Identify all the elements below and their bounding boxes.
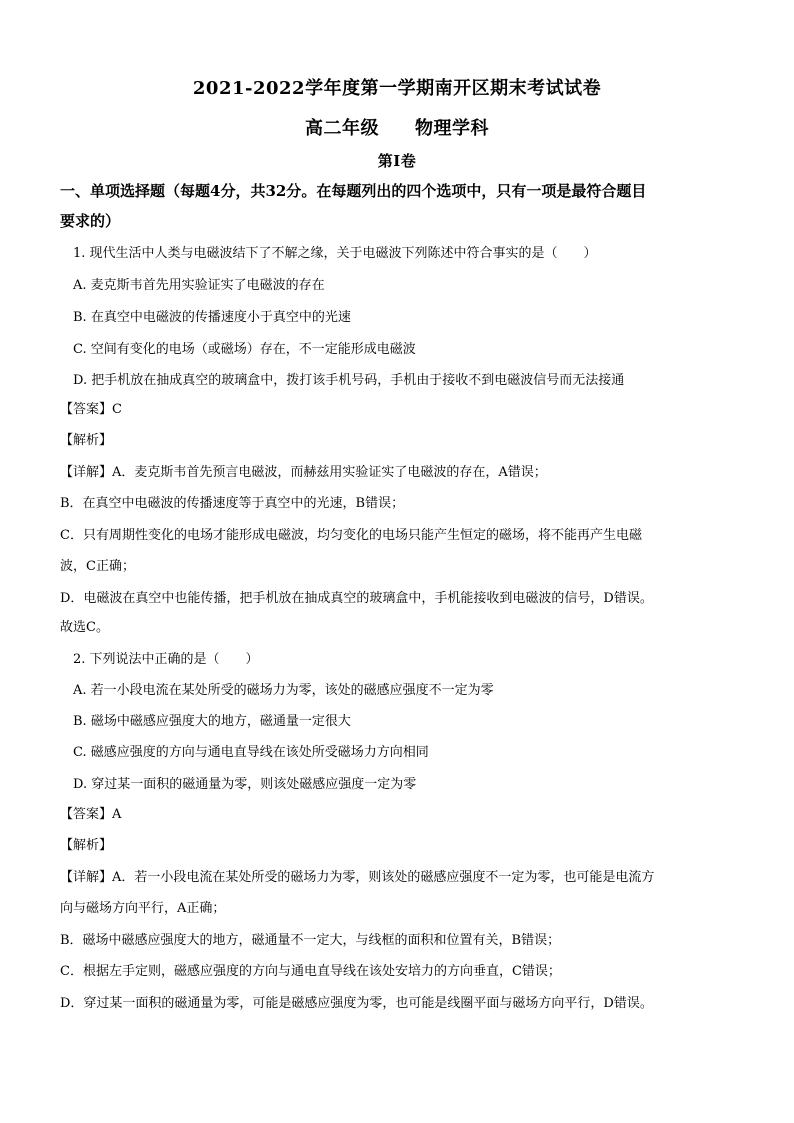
volume-label: 第I卷	[377, 152, 417, 170]
q1-detail-line: C．只有周期性变化的电场才能形成电磁波，均匀变化的电场只能产生恒定的磁场，将不能再产生电磁	[60, 528, 642, 543]
q2-detail-line: C．根据左手定则，磁感应强度的方向与通电直导线在该处安培力的方向垂直，C错误；	[60, 964, 561, 979]
q1-detail-line: D．电磁波在真空中也能传播，把手机放在抽成真空的玻璃盒中，手机能接收到电磁波的信号，D错误。	[60, 591, 653, 606]
q1-answer: 【答案】C	[60, 402, 122, 417]
q1-option-a: A. 麦克斯韦首先用实验证实了电磁波的存在	[73, 278, 325, 293]
q1-option-d: D. 把手机放在抽成真空的玻璃盒中，拨打该手机号码，手机由于接收不到电磁波信号而无法接通	[73, 373, 625, 388]
q2-option-c: C. 磁感应强度的方向与通电直导线在该处所受磁场力方向相同	[73, 745, 429, 760]
q2-answer: 【答案】A	[60, 807, 122, 822]
q2-detail-line: D．穿过某一面积的磁通量为零，可能是磁感应强度为零，也可能是线圈平面与磁场方向平行，D错误。	[60, 996, 653, 1011]
q1-option-b: B. 在真空中电磁波的传播速度小于真空中的光速	[73, 310, 351, 325]
q1-stem: 1. 现代生活中人类与电磁波结下了不解之缘，关于电磁波下列陈述中符合事实的是（ ）	[73, 246, 597, 261]
q2-option-a: A. 若一小段电流在某处所受的磁场力为零，该处的磁感应强度不一定为零	[73, 683, 494, 698]
q2-option-b: B. 磁场中磁感应强度大的地方，磁通量一定很大	[73, 714, 351, 729]
q1-detail-line: 故选C。	[60, 620, 109, 635]
grade-label: 高二年级	[305, 118, 379, 139]
grade-subject	[0, 114, 794, 140]
q1-detail-line: 【详解】A．麦克斯韦首先预言电磁波，而赫兹用实验证实了电磁波的存在，A错误；	[60, 465, 547, 480]
q1-detail-line: B．在真空中电磁波的传播速度等于真空中的光速，B错误；	[60, 496, 405, 511]
section-heading-line2: 要求的）	[60, 212, 121, 230]
q1-analysis-label: 【解析】	[60, 433, 113, 448]
exam-title: 2021-2022学年度第一学期南开区期末考试试卷	[192, 78, 602, 99]
q1-option-c: C. 空间有变化的电场（或磁场）存在，不一定能形成电磁波	[73, 342, 416, 357]
subject-label: 物理学科	[415, 118, 489, 139]
q2-option-d: D. 穿过某一面积的磁通量为零，则该处磁感应强度一定为零	[73, 777, 417, 792]
q2-stem: 2. 下列说法中正确的是（ ）	[73, 652, 259, 667]
q1-detail-line: 波，C正确；	[60, 559, 135, 574]
q2-analysis-label: 【解析】	[60, 838, 113, 853]
q2-detail-line: 【详解】A．若一小段电流在某处所受的磁场力为零，则该处的磁感应强度不一定为零，也可能是电流方	[60, 870, 655, 885]
section-heading-line1: 一、单项选择题（每题4分，共32分。在每题列出的四个选项中，只有一项是最符合题目	[60, 182, 647, 200]
q2-detail-line: 向与磁场方向平行，A正确；	[60, 901, 226, 916]
q2-detail-line: B．磁场中磁感应强度大的地方，磁通量不一定大，与线框的面积和位置有关，B错误；	[60, 933, 561, 948]
